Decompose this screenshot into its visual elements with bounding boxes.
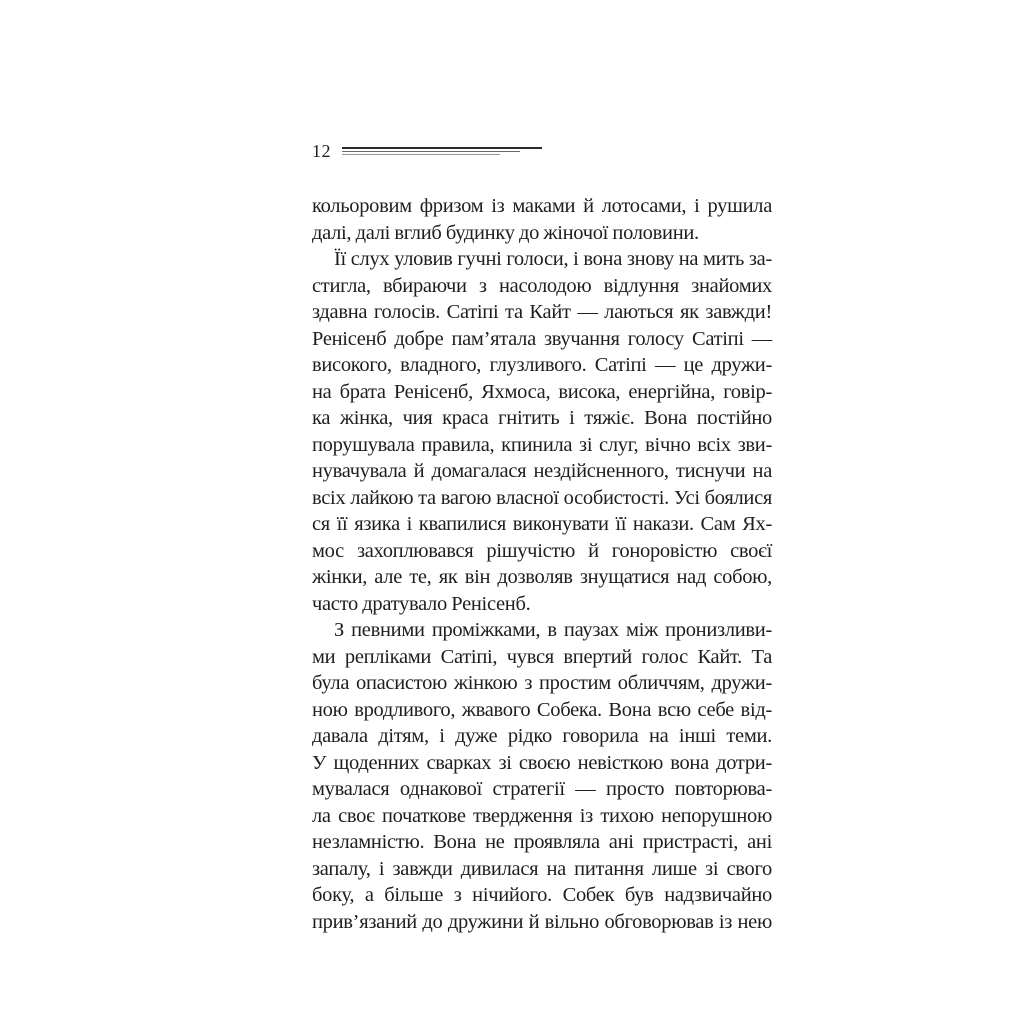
text-line: ною вродливого, жвавого Собека. Вона всю себе від-: [312, 698, 772, 721]
text-line: мос захоплювався рішучістю й гоноровістю своєї: [312, 539, 772, 562]
text-line: давала дітям, і дуже рідко говорила на інші теми.: [312, 725, 772, 747]
page-header: [312, 139, 544, 163]
page-number: 12: [312, 141, 331, 161]
text-line: боку, а більше з нічийого. Собек був надзвичайно: [312, 884, 772, 906]
text-line: Її слух уловив гучні голоси, і вона знову на мить за-: [334, 248, 772, 270]
text-line: З певними проміжками, в паузах між пронизливи-: [334, 619, 772, 641]
text-line: здавна голосів. Сатіпі та Кайт — лаються як завжди!: [312, 301, 772, 323]
text-line: ми репліками Сатіпі, чувся впертий голос Кайт. Та: [312, 645, 772, 668]
text-line: У щоденних сварках зі своєю невісткою вона дотри-: [312, 751, 772, 774]
text-line: ка жінка, чия краса гнітить і тяжіє. Вона постійно: [312, 407, 772, 429]
paragraph: [312, 193, 772, 246]
text-line: далі, далі вглиб будинку до жіночої половини.: [312, 221, 699, 244]
text-line: порушувала правила, кпинила зі слуг, вічно всіх зви-: [312, 433, 772, 456]
header-rule: [342, 151, 520, 152]
text-line: жінки, але те, як він дозволяв знущатися над собою,: [312, 566, 772, 588]
header-rule: [342, 147, 542, 149]
text-line: всіх лайкою та вагою власної особистості. Усі боялися: [312, 486, 772, 509]
text-line: була опасистою жінкою з простим обличчям, дружи-: [312, 672, 772, 694]
text-line: високого, владного, глузливого. Сатіпі — це дружи-: [312, 354, 772, 376]
body-text: [312, 193, 772, 935]
text-line: запалу, і завжди дивилася на питання лише зі свого: [312, 857, 772, 880]
text-line: незламністю. Вона не проявляла ані пристрасті, ані: [312, 831, 772, 853]
text-line: кольоровим фризом із маками й лотосами, і рушила: [312, 195, 772, 217]
header-rule: [342, 154, 500, 155]
text-line: на брата Ренісенб, Яхмоса, висока, енергійна, говір-: [312, 380, 772, 403]
text-line: стигла, вбираючи з насолодою відлуння знайомих: [312, 274, 772, 297]
text-line: прив’язаний до дружини й вільно обговорював із нею: [312, 910, 772, 933]
paragraph: [312, 246, 772, 617]
text-line: мувалася однакової стратегії — просто повторюва-: [312, 778, 772, 800]
text-line: ся її язика і квапилися виконувати її накази. Сам Ях-: [312, 513, 772, 535]
paragraph: [312, 617, 772, 935]
text-line: ла своє початкове твердження із тихою непорушною: [312, 804, 772, 827]
text-line: Ренісенб добре пам’ятала звучання голосу Сатіпі —: [312, 327, 772, 350]
text-line: нувачувала й домагалася нездійсненного, тиснучи на: [312, 460, 772, 482]
text-line: часто дратувало Ренісенб.: [312, 592, 531, 615]
